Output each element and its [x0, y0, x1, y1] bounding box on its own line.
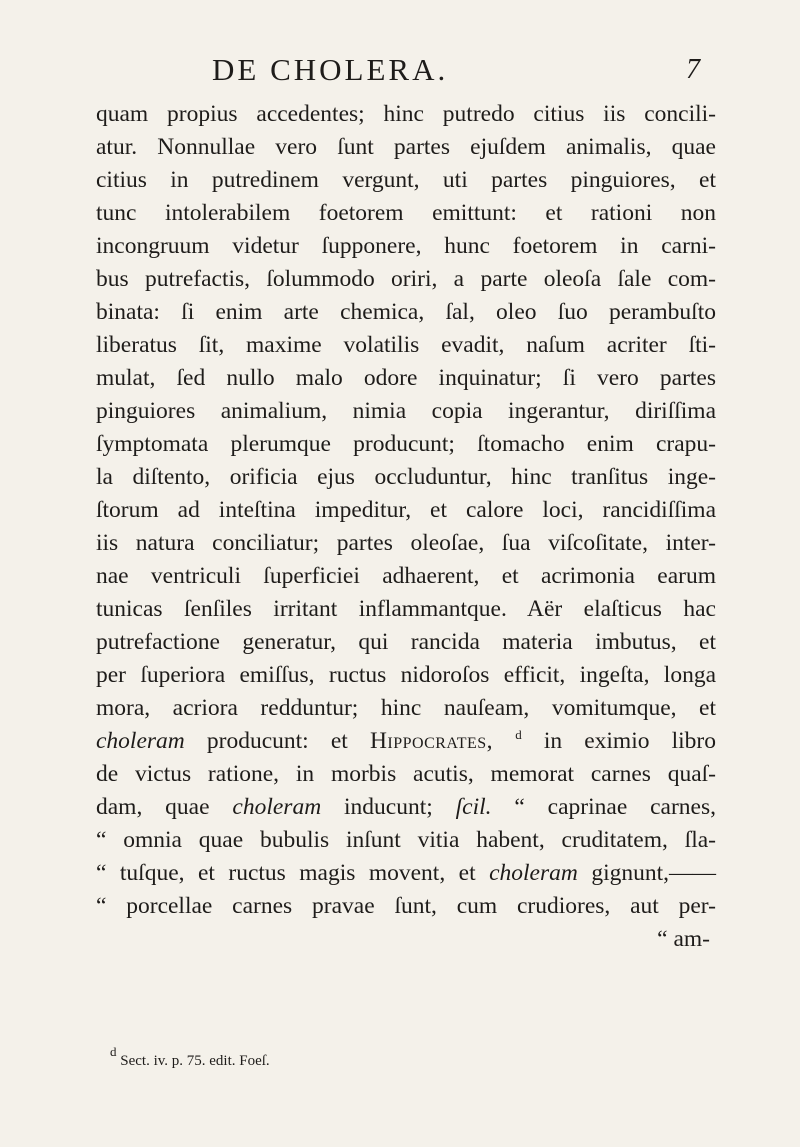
catchword: “ am-	[657, 926, 710, 952]
footnote	[110, 1044, 270, 1070]
text-line: “ porcellae carnes pravae ſunt, cum crudiores, aut per-	[96, 893, 716, 919]
text-line: per ſuperiora emiſſus, ructus nidoroſos efficit, ingeſta, longa	[96, 662, 716, 688]
text-run: gignunt,——	[577, 860, 716, 886]
text-line: ſtorum ad inteſtina impeditur, et calore loci, rancidiſſima	[96, 497, 716, 523]
text-line: la diſtento, orificia ejus occluduntur, hinc tranſitus inge-	[96, 464, 716, 490]
italic-word: ſcil.	[455, 794, 492, 820]
text-run: in eximio libro	[521, 728, 717, 754]
text-run: producunt: et	[184, 728, 370, 754]
text-line: de victus ratione, in morbis acutis, memorat carnes quaſ-	[96, 761, 716, 787]
running-head	[0, 52, 800, 92]
text-line: tunc intolerabilem foetorem emittunt: et rationi non	[96, 200, 716, 226]
italic-word: choleram	[489, 860, 578, 886]
text-line: incongruum videtur ſupponere, hunc foetorem in carni-	[96, 233, 716, 259]
author-name: Hippocrates,	[369, 728, 494, 754]
text-line: quam propius accedentes; hinc putredo citius iis concili-	[96, 101, 716, 127]
text-line: mora, acriora redduntur; hinc nauſeam, vomitumque, et	[96, 695, 716, 721]
text-run: “ tuſque, et ructus magis movent, et	[96, 860, 490, 886]
italic-word: choleram	[232, 794, 322, 820]
text-run: “ caprinae carnes,	[491, 794, 716, 820]
text-line: bus putrefactis, ſolummodo oriri, a parte oleoſa ſale com-	[96, 266, 716, 292]
text-line	[96, 726, 716, 756]
text-line: nae ventriculi ſuperficiei adhaerent, et acrimonia earum	[96, 563, 716, 589]
footnote-mark: d	[110, 1044, 117, 1059]
running-title: DE CHOLERA.	[212, 52, 449, 87]
footnote-reference: d	[515, 727, 522, 742]
text-line	[96, 792, 716, 822]
text-line: binata: ſi enim arte chemica, ſal, oleo ſuo perambuſto	[96, 299, 716, 325]
text-line: mulat, ſed nullo malo odore inquinatur; ſi vero partes	[96, 365, 716, 391]
text-line	[96, 858, 716, 888]
text-line: tunicas ſenſiles irritant inflammantque. Aër elaſticus hac	[96, 596, 716, 622]
footnote-text: Sect. iv. p. 75. edit. Foeſ.	[116, 1053, 270, 1069]
page-number: 7	[686, 54, 700, 85]
text-line: liberatus ſit, maxime volatilis evadit, naſum acriter ſti-	[96, 332, 716, 358]
text-line: putrefactione generatur, qui rancida materia imbutus, et	[96, 629, 716, 655]
text-line: atur. Nonnullae vero ſunt partes ejuſdem animalis, quae	[96, 134, 716, 160]
text-line: citius in putredinem vergunt, uti partes pinguiores, et	[96, 167, 716, 193]
text-line: “ omnia quae bubulis inſunt vitia habent, cruditatem, ſla-	[96, 827, 716, 853]
text-line: iis natura conciliatur; partes oleoſae, ſua viſcoſitate, inter-	[96, 530, 716, 556]
text-line: ſymptomata plerumque producunt; ſtomacho enim crapu-	[96, 431, 716, 457]
text-run: inducunt;	[321, 794, 456, 820]
italic-word: choleram	[96, 728, 185, 754]
text-line: pinguiores animalium, nimia copia ingerantur, diriſſima	[96, 398, 716, 424]
text-run: dam, quae	[96, 794, 233, 820]
